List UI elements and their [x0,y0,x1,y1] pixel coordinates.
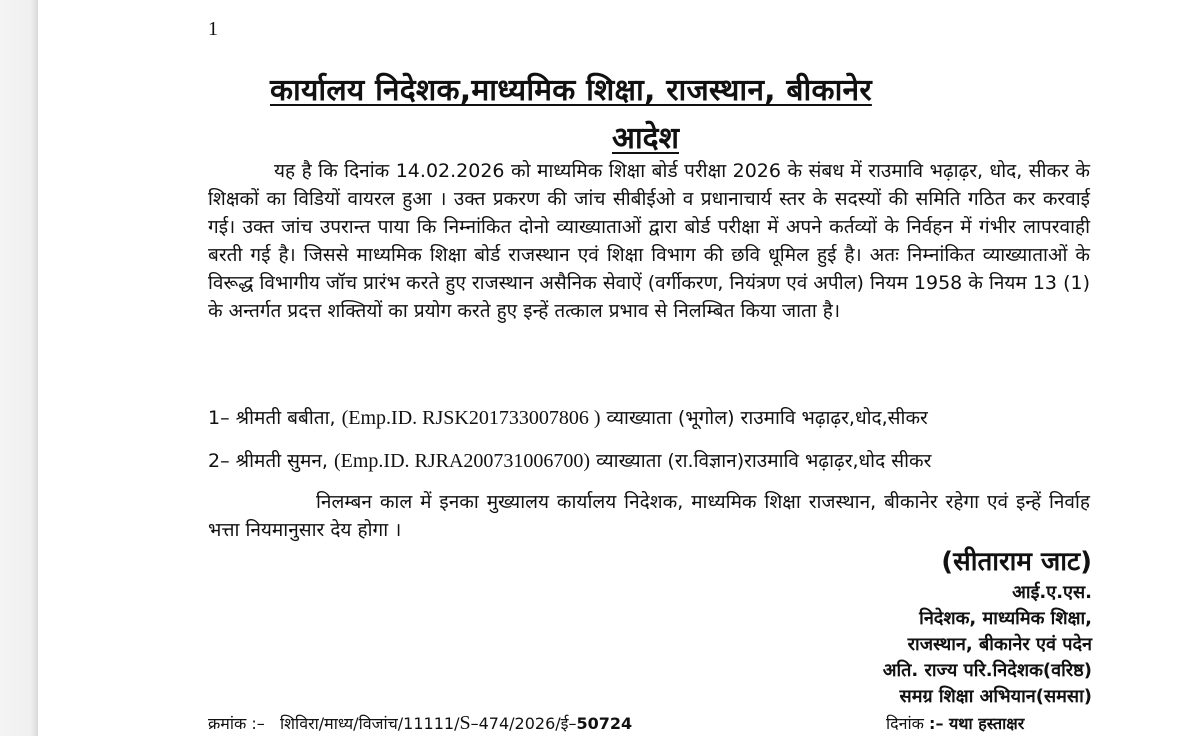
reference-series: S [459,712,471,734]
employee-entry-2 [208,447,931,473]
employee-name: 1– श्रीमती बबीता, [208,407,342,429]
signatory-line: अति. राज्य परि.निदेशक(वरिष्ठ) [882,660,1092,681]
office-title: कार्यालय निदेशक,माध्यमिक शिक्षा, राजस्थान, बीकानेर [270,73,872,108]
signatory-line: राजस्थान, बीकानेर एवं पदेन [907,634,1092,655]
order-date [886,712,1024,734]
employee-designation: व्याख्याता (रा.विज्ञान)राउमावि भढ़ाढ़र,धोद सीकर [590,450,932,472]
reference-serial: 50724 [576,714,633,733]
employee-designation: व्याख्याता (भूगोल) राउमावि भढ़ाढ़र,धोद,सीकर [600,407,928,429]
signatory-name: (सीताराम जाट) [941,547,1092,577]
date-label: दिनांक [886,714,924,733]
order-title: आदेश [612,121,679,156]
order-paragraph-2: निलम्बन काल में इनका मुख्यालय कार्यालय निदेशक, माध्यमिक शिक्षा राजस्थान, बीकानेर रहेगा एवं इन्हें निर्वाह भत्ता नियमानुसार देय होगा । [208,491,1090,541]
date-value: :– यथा हस्ताक्षर [929,714,1025,733]
employee-id: (Emp.ID. RJSK201733007806 ) [341,407,601,429]
signature-block [883,544,1092,710]
signatory-line: निदेशक, माध्यमिक शिक्षा, [919,608,1092,629]
employee-name: 2– श्रीमती सुमन, [208,450,334,472]
reference-part: –474/2026/ई– [470,714,577,733]
page-number: 1 [208,18,218,40]
order-paragraph-1: यह है कि दिनांक 14.02.2026 को माध्यमिक शिक्षा बोर्ड परीक्षा 2026 के संबध में राउमावि भढ़ाढ़र, धोद, सीकर के शिक्षकों का विडियों वायरल हुआ । उक्त प्रकरण की जांच सीबीईओ व प्रधानाचार्य स्तर के सदस्यों की समिति गठित कर करवाई गई। उक्त जांच उपरान्त पाया कि निम्नांकित दोनो व्याख्याताओं द्वारा बोर्ड परीक्षा में अपने कर्तव्यों के निर्वहन में गंभीर लापरवाही बरती गई है। जिससे माध्यमिक शिक्षा बोर्ड राजस्थान एवं शिक्षा विभाग की छवि धूमिल हुई है। अतः निम्नांकित व्याख्याताओं के विरूद्ध विभागीय जॉच प्रारंभ करते हुए राजस्थान असैनिक सेवाऐं (वर्गीकरण, नियंत्रण एवं अपील) नियम 1958 के नियम 13 (1) के अन्तर्गत प्रदत्त शक्तियों का प्रयोग करते हुए इन्हें तत्काल प्रभाव से निलम्बित किया जाता है। [208,160,1090,322]
viewer-left-margin [0,0,38,736]
signatory-line: आई.ए.एस. [1012,582,1092,603]
employee-entry-1 [208,404,928,430]
reference-label: क्रमांक :– [208,714,265,733]
employee-id: (Emp.ID. RJRA200731006700) [333,450,591,472]
signatory-line: समग्र शिक्षा अभियान(समसा) [899,686,1092,707]
reference-number [208,712,632,735]
reference-part: शिविरा/माध्य/विजांच/11111/ [280,714,460,733]
